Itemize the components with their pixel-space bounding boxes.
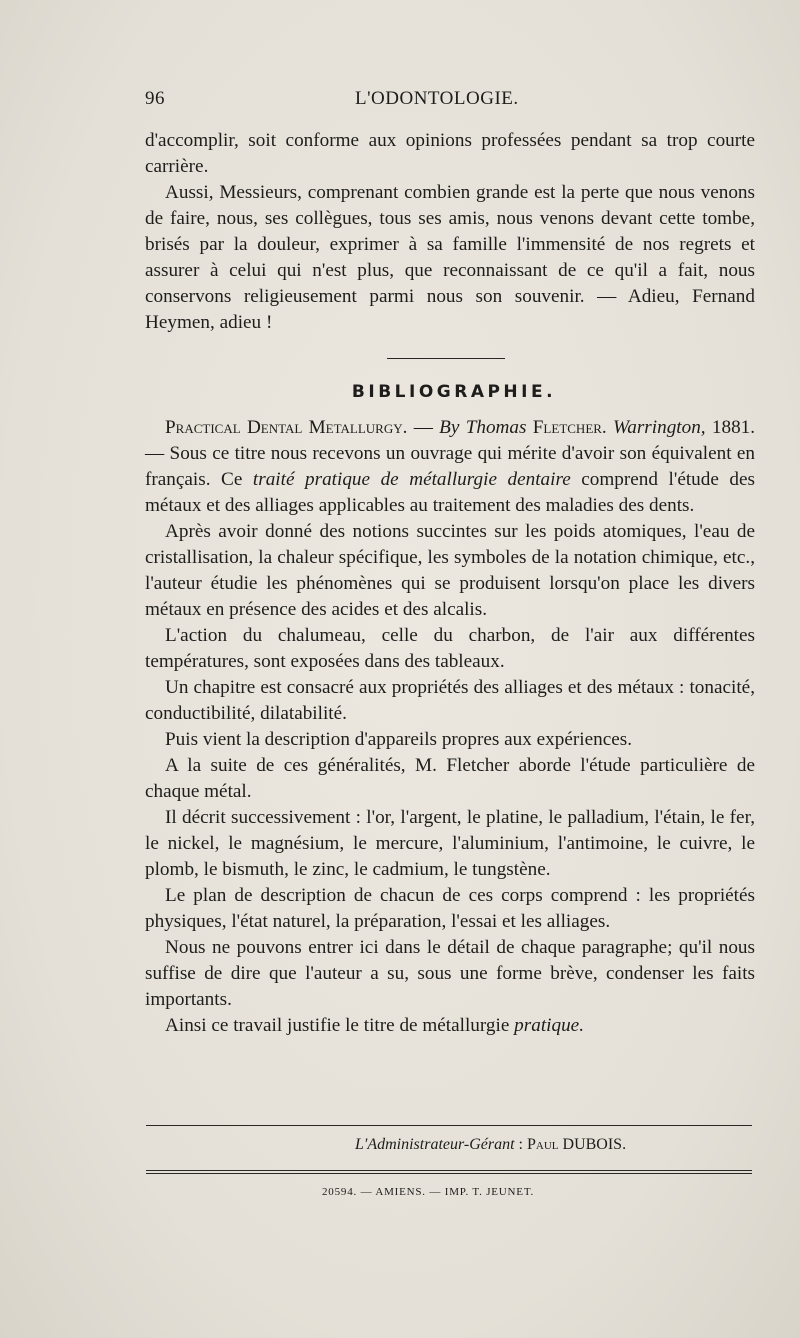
- footer-rule: [146, 1170, 752, 1171]
- page-number: 96: [145, 88, 165, 109]
- paragraph: d'accomplir, soit conforme aux opinions professées pendant sa trop courte carrière.: [145, 130, 755, 177]
- separator: :: [514, 1136, 527, 1153]
- paragraph: Puis vient la description d'appareils propres aux expériences.: [165, 729, 633, 750]
- author-last-name: Fletcher.: [532, 417, 607, 438]
- footer-rule: [146, 1125, 752, 1126]
- paragraph-text: Ainsi ce travail justifie le titre de métallurgie: [165, 1015, 515, 1036]
- publication-year: 1881.: [705, 417, 756, 438]
- book-title: Practical Dental Metallurgy.: [165, 417, 408, 438]
- by-word: By: [439, 417, 460, 438]
- entry-text: — Sous ce titre nous recevons un ouvrage qui mérite d'avoir son équivalent en français. Ce: [145, 443, 755, 490]
- author-first-name: Thomas: [465, 417, 527, 438]
- paragraph: A la suite de ces généralités, M. Fletcher aborde l'étude particulière de chaque métal.: [145, 755, 755, 802]
- emphasized-title: traité pratique de métallurgie dentaire: [252, 469, 571, 490]
- footer-rule-thin: [146, 1173, 752, 1174]
- emphasized-word: pratique.: [514, 1015, 584, 1036]
- section-title: BIBLIOGRAPHIE.: [351, 382, 557, 402]
- signature-last-name: DUBOIS.: [558, 1136, 627, 1153]
- paragraph: Après avoir donné des notions succintes sur les poids atomiques, l'eau de cristallisation, la chaleur spécifique, les symboles de la notation chimique, etc., l'auteur étudie les phénomènes qui se produisent lorsqu'on place les divers métaux en présence des acides et des alcalis.: [145, 521, 755, 620]
- paragraph: Nous ne pouvons entrer ici dans le détail de chaque paragraphe; qu'il nous suffise de dire que l'auteur a su, sous une forme brève, condenser les faits importants.: [145, 937, 755, 1010]
- section-divider: [387, 358, 505, 359]
- paragraph: L'action du chalumeau, celle du charbon, de l'air aux différentes températures, sont exposées dans des tableaux.: [145, 625, 755, 672]
- running-title: L'ODONTOLOGIE.: [355, 88, 519, 109]
- paragraph: Le plan de description de chacun de ces corps comprend : les propriétés physiques, l'état naturel, la préparation, l'essai et les alliages.: [145, 885, 755, 932]
- signature-first-name: Paul: [527, 1136, 559, 1153]
- paragraph: Il décrit successivement : l'or, l'argent, le platine, le palladium, l'étain, le fer, le nickel, le magnésium, le mercure, l'aluminium, l'antimoine, le cuivre, le plomb, le bismuth, le zinc, le cadmium, le tungstène.: [145, 807, 755, 880]
- printer-imprint: 20594. — AMIENS. — IMP. T. JEUNET.: [322, 1186, 535, 1198]
- paragraph: Aussi, Messieurs, comprenant combien grande est la perte que nous venons de faire, nous, ses collègues, tous ses amis, nous venons devant cette tombe, brisés par la douleur, exprimer à sa famille l'immensité de nos regrets et assurer à celui qui n'est plus, que reconnaissant de ce qu'il a fait, nous conservons religieusement parmi nous son souvenir. — Adieu, Fernand Heymen, adieu !: [145, 182, 755, 333]
- signature-role: L'Administrateur-Gérant: [355, 1136, 515, 1153]
- entry-text: comprend l'étude des métaux et des alliages applicables au traitement des maladies des dents.: [145, 469, 755, 516]
- paragraph: [145, 1013, 755, 1039]
- separator: —: [407, 417, 440, 438]
- publication-place: Warrington,: [613, 417, 706, 438]
- bibliography-entry: [145, 415, 755, 519]
- paragraph: Un chapitre est consacré aux propriétés des alliages et des métaux : tonacité, conductibilité, dilatabilité.: [145, 677, 755, 724]
- page-body: [145, 128, 755, 1039]
- signature-line: [355, 1136, 626, 1154]
